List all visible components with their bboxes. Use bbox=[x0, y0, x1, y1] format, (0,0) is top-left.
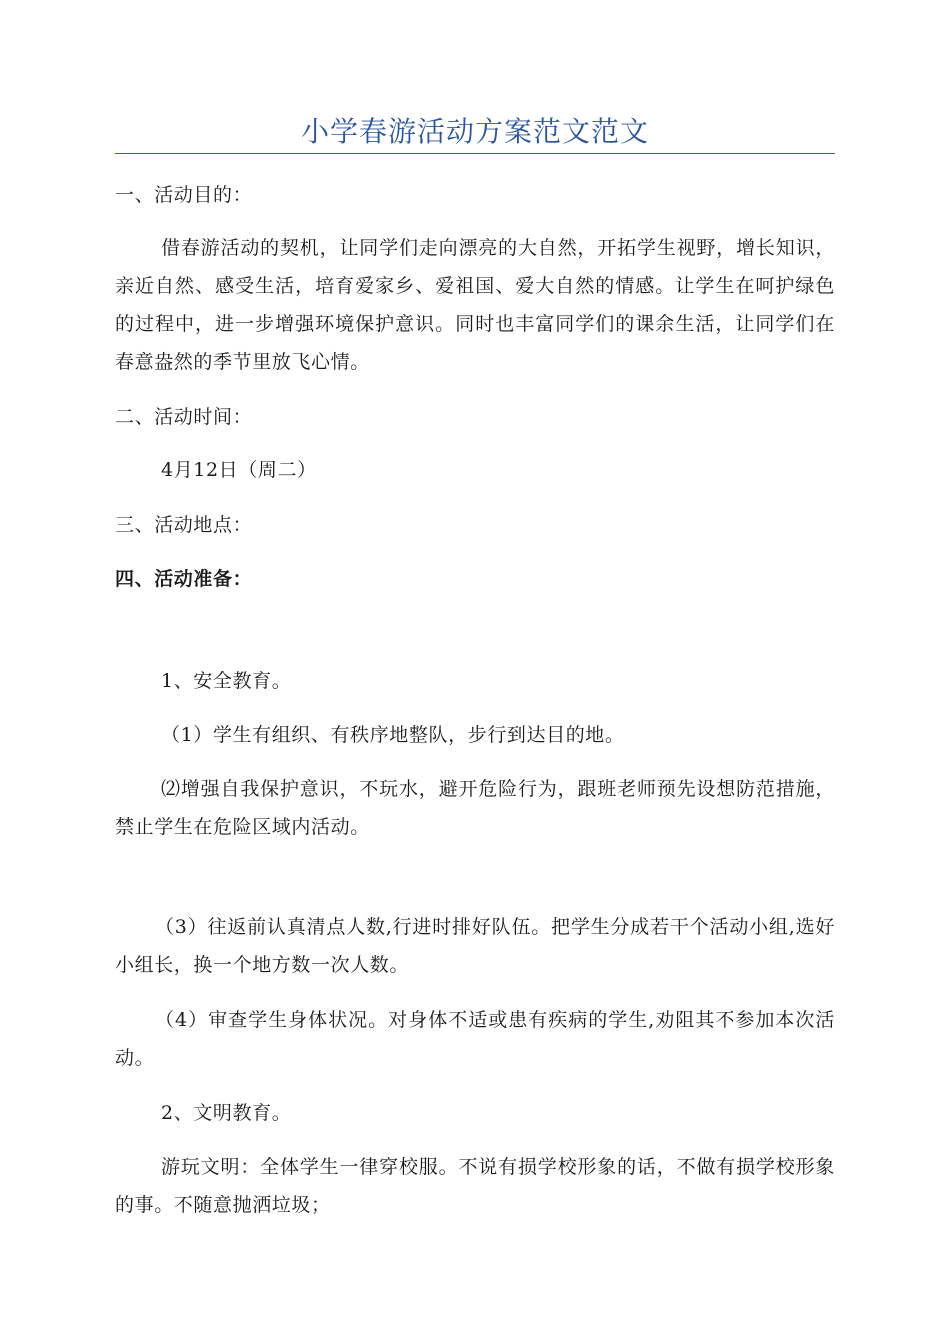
title-underline bbox=[115, 153, 835, 154]
section-heading-place: 三、活动地点： bbox=[115, 514, 253, 536]
paragraph-safety-3: （3）往返前认真清点人数,行进时排好队伍。把学生分成若干个活动小组,选好小组长，换一个地方数一次人数。 bbox=[115, 916, 835, 976]
subheading-safety: 1、安全教育。 bbox=[161, 670, 292, 692]
paragraph-safety-4: （4）审查学生身体状况。对身体不适或患有疾病的学生,劝阻其不参加本次活动。 bbox=[115, 1009, 835, 1069]
subheading-civility: 2、文明教育。 bbox=[161, 1102, 292, 1124]
paragraph-time: 4月12日（周二） bbox=[161, 459, 317, 481]
paragraph-civility: 游玩文明：全体学生一律穿校服。不说有损学校形象的话，不做有损学校形象的事。不随意抛洒垃圾； bbox=[115, 1156, 835, 1216]
paragraph-purpose: 借春游活动的契机，让同学们走向漂亮的大自然，开拓学生视野，增长知识，亲近自然、感受生活，培育爱家乡、爱祖国、爱大自然的情感。让学生在呵护绿色的过程中，进一步增强环境保护意识。同时也丰富同学们的课余生活，让同学们在春意盎然的季节里放飞心情。 bbox=[115, 237, 835, 373]
section-heading-prep: 四、活动准备： bbox=[115, 568, 253, 590]
paragraph-safety-2: ⑵增强自我保护意识，不玩水，避开危险行为，跟班老师预先设想防范措施，禁止学生在危险区域内活动。 bbox=[115, 778, 835, 838]
page-title: 小学春游活动方案范文范文 bbox=[300, 115, 649, 148]
section-heading-time: 二、活动时间： bbox=[115, 406, 253, 428]
section-heading-purpose: 一、活动目的： bbox=[115, 184, 253, 206]
paragraph-safety-1: （1）学生有组织、有秩序地整队，步行到达目的地。 bbox=[161, 724, 625, 746]
